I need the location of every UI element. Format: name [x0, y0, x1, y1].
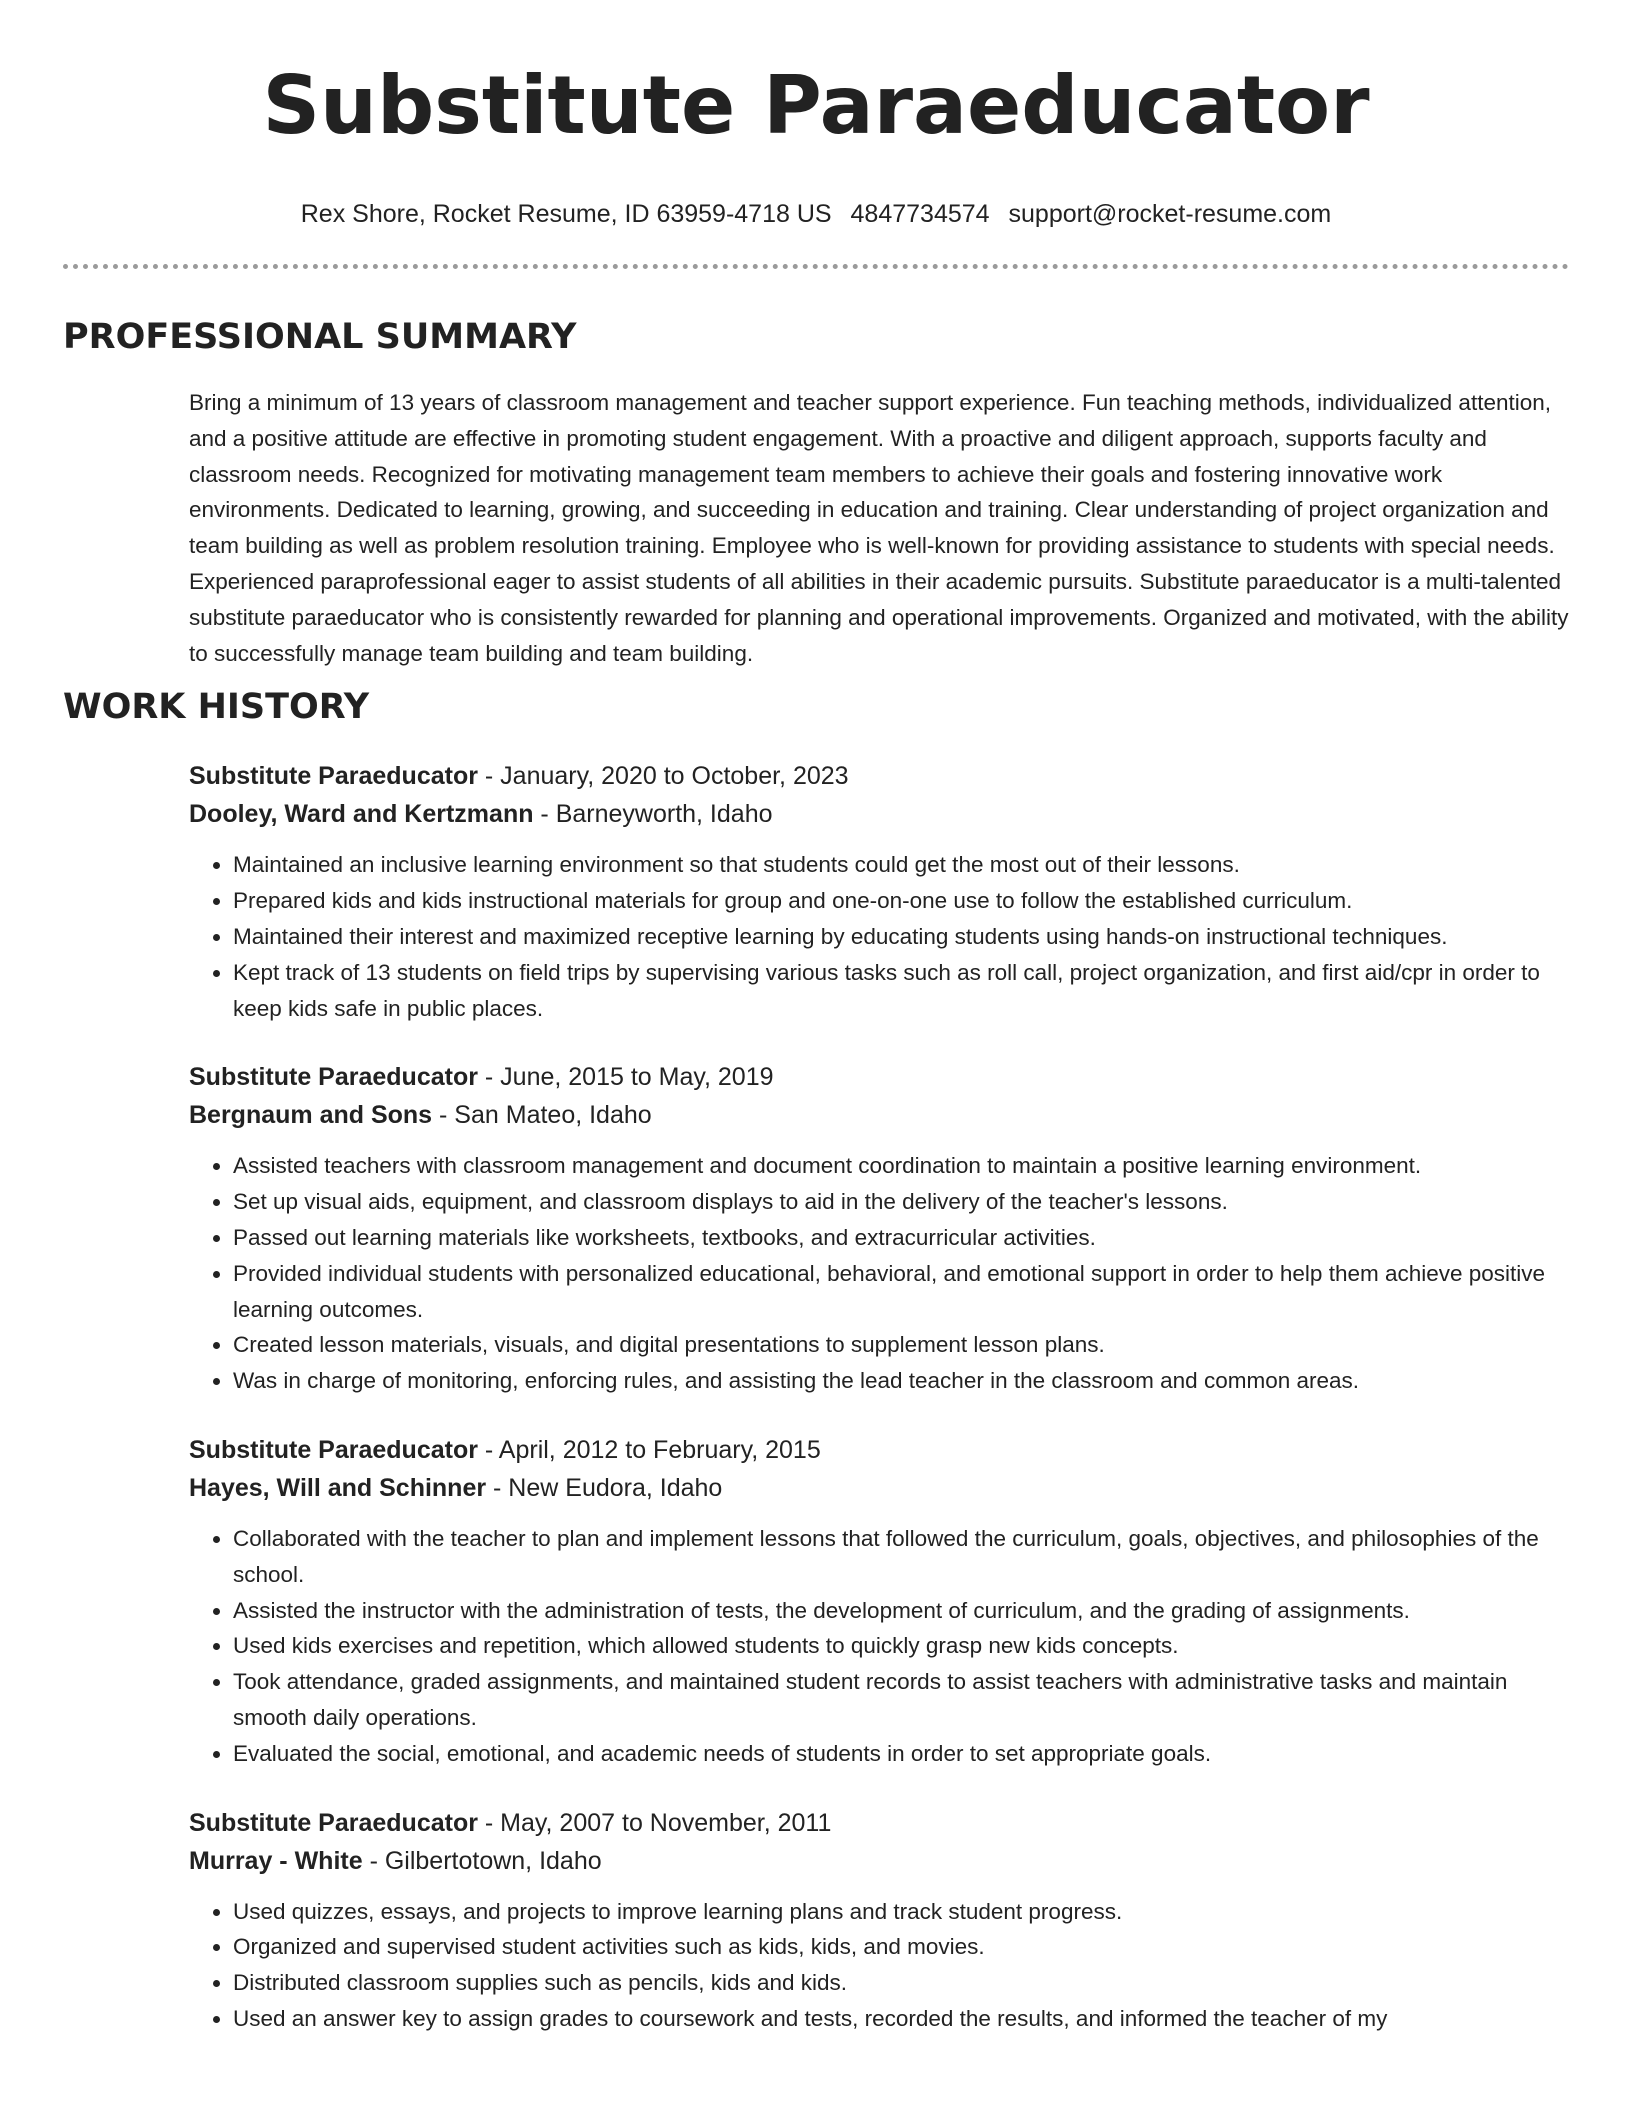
job-company: Dooley, Ward and Kertzmann	[189, 800, 534, 829]
job-location: - San Mateo, Idaho	[432, 1101, 652, 1130]
job-bullet: • Used an answer key to assign grades to coursework and tests, recorded the results, and informed the teacher of my	[233, 2001, 1569, 2037]
job-bullet: • Assisted the instructor with the administration of tests, the development of curriculum, and the grading of assignments.	[233, 1593, 1569, 1629]
header-divider	[63, 264, 1569, 269]
job-dates: - June, 2015 to May, 2019	[477, 1063, 774, 1092]
job-bullets	[189, 1521, 1569, 1772]
job-company-line	[189, 1842, 1569, 1880]
job-bullet: • Was in charge of monitoring, enforcing rules, and assisting the lead teacher in the classroom and common areas.	[233, 1363, 1569, 1399]
job-location: - Barneyworth, Idaho	[533, 800, 773, 829]
job-bullet: • Maintained their interest and maximized receptive learning by educating students using hands-on instructional techniques.	[233, 919, 1569, 955]
job-company: Hayes, Will and Schinner	[189, 1473, 487, 1502]
job-bullets	[189, 847, 1569, 1026]
job-company: Murray - White	[189, 1846, 363, 1875]
work-history-heading: WORK HISTORY	[63, 687, 370, 728]
job-entry	[189, 757, 1569, 1026]
summary-heading: PROFESSIONAL SUMMARY	[63, 317, 577, 357]
summary-text: Bring a minimum of 13 years of classroom management and teacher support experience. Fun teaching methods, individualized attention, and a positive attitude are effective in promoting student engagement. With a proactive and diligent approach, supports faculty and classroom needs. Recognized for motivating management team members to achieve their goals and fostering innovative work environments. Dedicated to learning, growing, and succeeding in education and training. Clear understanding of project organization and team building as well as problem resolution training. Employee who is well-known for providing assistance to students with special needs. Experienced paraprofessional eager to assist students of all abilities in their academic pursuits. Substitute paraeducator is a multi-talented substitute paraeducator who is consistently rewarded for planning and operational improvements. Organized and motivated, with the ability to successfully manage team building and team building.	[189, 390, 1569, 666]
job-entry	[189, 1431, 1569, 1772]
contact-phone: 4847734574	[850, 200, 990, 228]
job-bullet: • Took attendance, graded assignments, and maintained student records to assist teachers with administrative tasks and maintain smooth daily operations.	[233, 1664, 1569, 1736]
job-bullet: • Maintained an inclusive learning environment so that students could get the most out of their lessons.	[233, 847, 1569, 883]
job-title-line	[189, 757, 1569, 795]
job-title: Substitute Paraeducator	[189, 762, 478, 791]
contact-email: support@rocket-resume.com	[1008, 200, 1332, 228]
job-title-line	[189, 1804, 1569, 1842]
job-bullet: • Assisted teachers with classroom management and document coordination to maintain a positive learning environment.	[233, 1148, 1569, 1184]
job-bullet: • Evaluated the social, emotional, and academic needs of students in order to set appropriate goals.	[233, 1736, 1569, 1772]
job-bullet: • Created lesson materials, visuals, and digital presentations to supplement lesson plans.	[233, 1327, 1569, 1363]
job-entry	[189, 1058, 1569, 1399]
job-bullets	[189, 1148, 1569, 1399]
job-company-line	[189, 1096, 1569, 1134]
resume-title: Substitute Paraeducator	[262, 59, 1370, 152]
job-title-line	[189, 1058, 1569, 1096]
job-company-line	[189, 795, 1569, 833]
job-bullet: • Kept track of 13 students on field trips by supervising various tasks such as roll call, project organization, and first aid/cpr in order to keep kids safe in public places.	[233, 955, 1569, 1027]
contact-line	[0, 198, 1632, 230]
job-bullet: • Prepared kids and kids instructional materials for group and one-on-one use to follow the established curriculum.	[233, 883, 1569, 919]
job-title-line	[189, 1431, 1569, 1469]
job-bullet: • Set up visual aids, equipment, and classroom displays to aid in the delivery of the teacher's lessons.	[233, 1184, 1569, 1220]
job-bullets	[189, 1894, 1569, 2037]
job-entry	[189, 1804, 1569, 2037]
job-bullet: • Used kids exercises and repetition, which allowed students to quickly grasp new kids concepts.	[233, 1628, 1569, 1664]
job-location: - New Eudora, Idaho	[486, 1473, 723, 1502]
job-bullet: • Distributed classroom supplies such as pencils, kids and kids.	[233, 1965, 1569, 2001]
job-company-line	[189, 1469, 1569, 1507]
job-company: Bergnaum and Sons	[189, 1101, 433, 1130]
job-bullet: • Used quizzes, essays, and projects to improve learning plans and track student progress.	[233, 1894, 1569, 1930]
job-location: - Gilbertotown, Idaho	[362, 1846, 602, 1875]
job-dates: - April, 2012 to February, 2015	[477, 1435, 821, 1464]
job-bullet: • Organized and supervised student activities such as kids, kids, and movies.	[233, 1929, 1569, 1965]
job-bullet: • Passed out learning materials like worksheets, textbooks, and extracurricular activities.	[233, 1220, 1569, 1256]
contact-address: Rex Shore, Rocket Resume, ID 63959-4718 US	[300, 200, 832, 228]
job-title: Substitute Paraeducator	[189, 1435, 478, 1464]
job-dates: - January, 2020 to October, 2023	[477, 762, 849, 791]
job-title: Substitute Paraeducator	[189, 1063, 478, 1092]
job-title: Substitute Paraeducator	[189, 1808, 478, 1837]
job-dates: - May, 2007 to November, 2011	[477, 1808, 832, 1837]
job-bullet: • Provided individual students with personalized educational, behavioral, and emotional support in order to help them achieve positive learning outcomes.	[233, 1256, 1569, 1328]
job-bullet: • Collaborated with the teacher to plan and implement lessons that followed the curriculum, goals, objectives, and philosophies of the school.	[233, 1521, 1569, 1593]
